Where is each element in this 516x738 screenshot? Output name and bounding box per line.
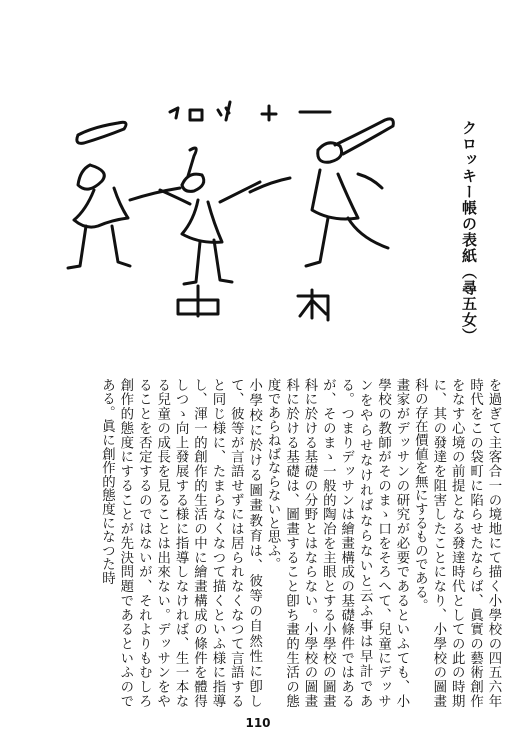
paragraph-3: 小學校に於ける圖畫教育は、彼等の自然性に卽して、彼等が言語せずには居られなくなつて言語すると同じ様に、たまらなくなつて描くといふ様に指導し、渾一的創作的生活の中に繪畫構成の條件を體得しつゝ向上發展する様に指導しなければ、生一本なる兒童の成長を見ることは出來ない。デッサンをやることを否定するのではないが、それよりもむしろ創作的態度にすることが先決問題であるといふのである。眞に創作的態度になつた時	[99, 378, 262, 708]
croquis-drawing	[50, 90, 445, 350]
croquis-sketch-image	[50, 90, 445, 350]
body-text	[99, 378, 502, 708]
figure-caption: クロッキー帳の表紙（尋五女）	[460, 120, 478, 344]
paragraph-1: を過ぎて主客合一の境地にて描く小學校の四五六年時代をこの袋町に陷らせたならば、眞實の藝術創作をなす心境の前提となる發達時代としての此の時期に、其の發達を阻害したことになり、小學校の圖畫科の存在價値を無にするものである。	[412, 378, 501, 708]
paragraph-2: 畫家がデッサンの研究が必要であるといふても、小學校の教師がそのまゝ口をそろへて、兒童にデッサンをやらせなければならないと云ふ事は早計である。つまりデッサンは繪畫構成の基礎條件ではあるが、そのまゝ一般的陶冶を主眼とする小學校の圖畫科に於ける基礎の分野とはならない。小學校の圖畫科に於ける基礎は、圖畫すること卽ち畫的生活の態度であらねばならないと思ふ。	[265, 378, 409, 708]
page-number: 110	[245, 716, 271, 730]
